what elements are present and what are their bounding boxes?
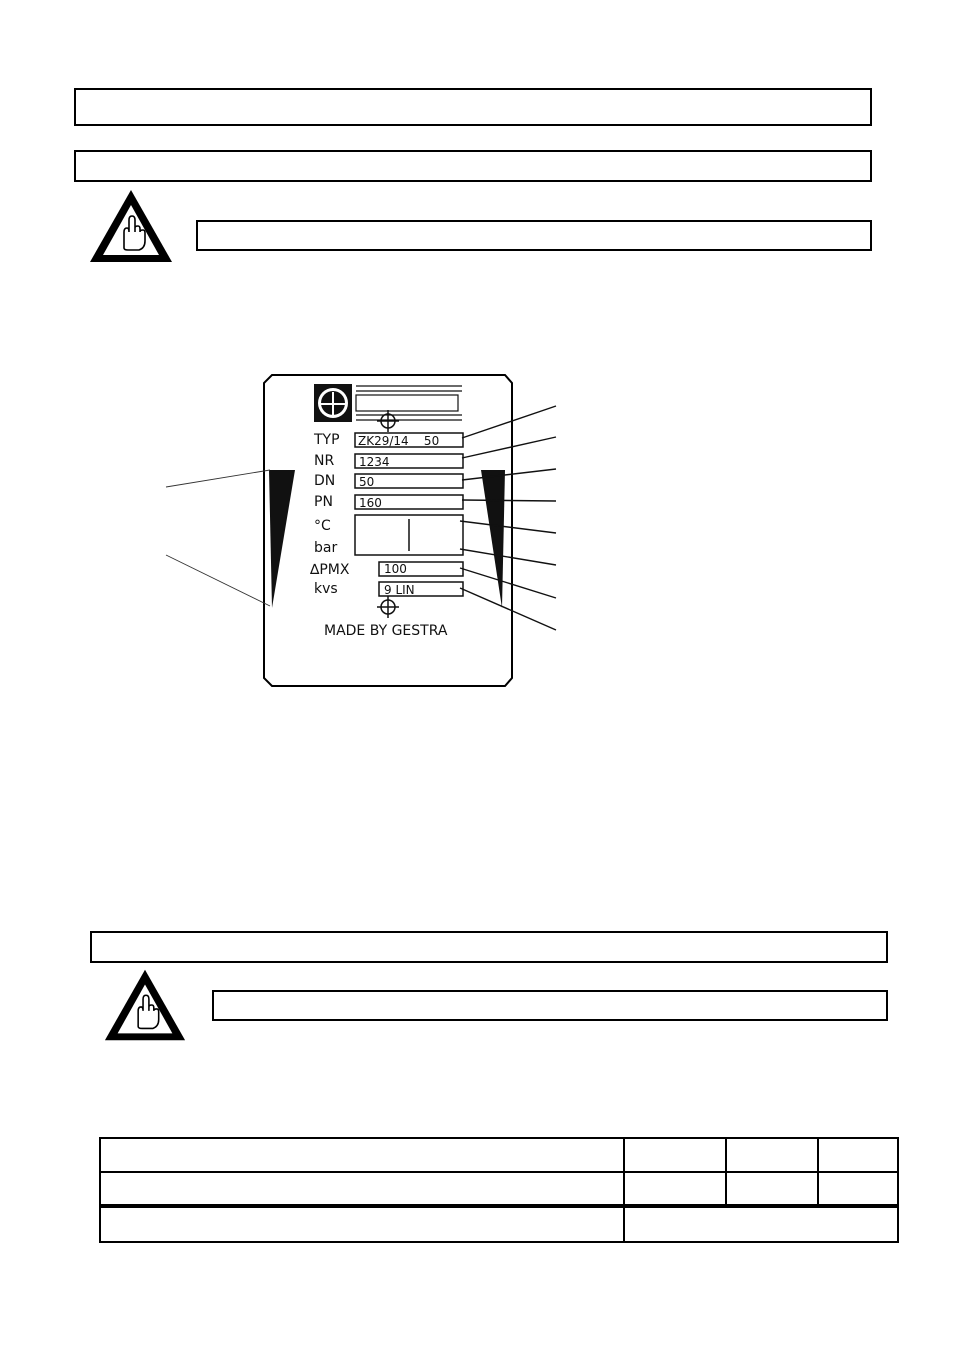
table-cell bbox=[726, 1172, 818, 1206]
label-dn: DN bbox=[314, 473, 336, 489]
label-bar: bar bbox=[314, 540, 338, 556]
value-typ: ZK29/14 50 bbox=[358, 434, 440, 448]
table-row bbox=[100, 1206, 898, 1242]
label-pn: PN bbox=[314, 494, 333, 510]
table-cell bbox=[100, 1206, 624, 1242]
value-dn: 50 bbox=[359, 475, 375, 489]
maker-text: MADE BY GESTRA bbox=[324, 623, 448, 639]
table-cell bbox=[818, 1172, 898, 1206]
warning-text-box-2 bbox=[212, 990, 888, 1021]
table-cell bbox=[624, 1206, 898, 1242]
table-cell bbox=[726, 1138, 818, 1172]
value-dpmx: 100 bbox=[384, 562, 407, 576]
label-typ: TYP bbox=[314, 432, 340, 448]
label-temp: °C bbox=[314, 518, 331, 534]
label-dpmx: ∆PMX bbox=[310, 562, 350, 578]
table-cell bbox=[100, 1172, 624, 1206]
value-nr: 1234 bbox=[359, 455, 390, 469]
table-row bbox=[100, 1172, 898, 1206]
table-row bbox=[100, 1138, 898, 1172]
leader-lines-left bbox=[166, 470, 270, 606]
label-nr: NR bbox=[314, 453, 335, 469]
value-kvs: 9 LIN bbox=[384, 583, 415, 597]
table-cell bbox=[624, 1138, 726, 1172]
heading-box-3 bbox=[90, 931, 888, 963]
table-cell bbox=[818, 1138, 898, 1172]
spec-table bbox=[99, 1137, 899, 1243]
table-cell bbox=[100, 1138, 624, 1172]
warning-hand-icon bbox=[101, 965, 189, 1045]
label-kvs: kvs bbox=[314, 581, 338, 597]
value-pn: 160 bbox=[359, 496, 382, 510]
table-cell bbox=[624, 1172, 726, 1206]
gestra-logo-icon bbox=[314, 384, 352, 422]
